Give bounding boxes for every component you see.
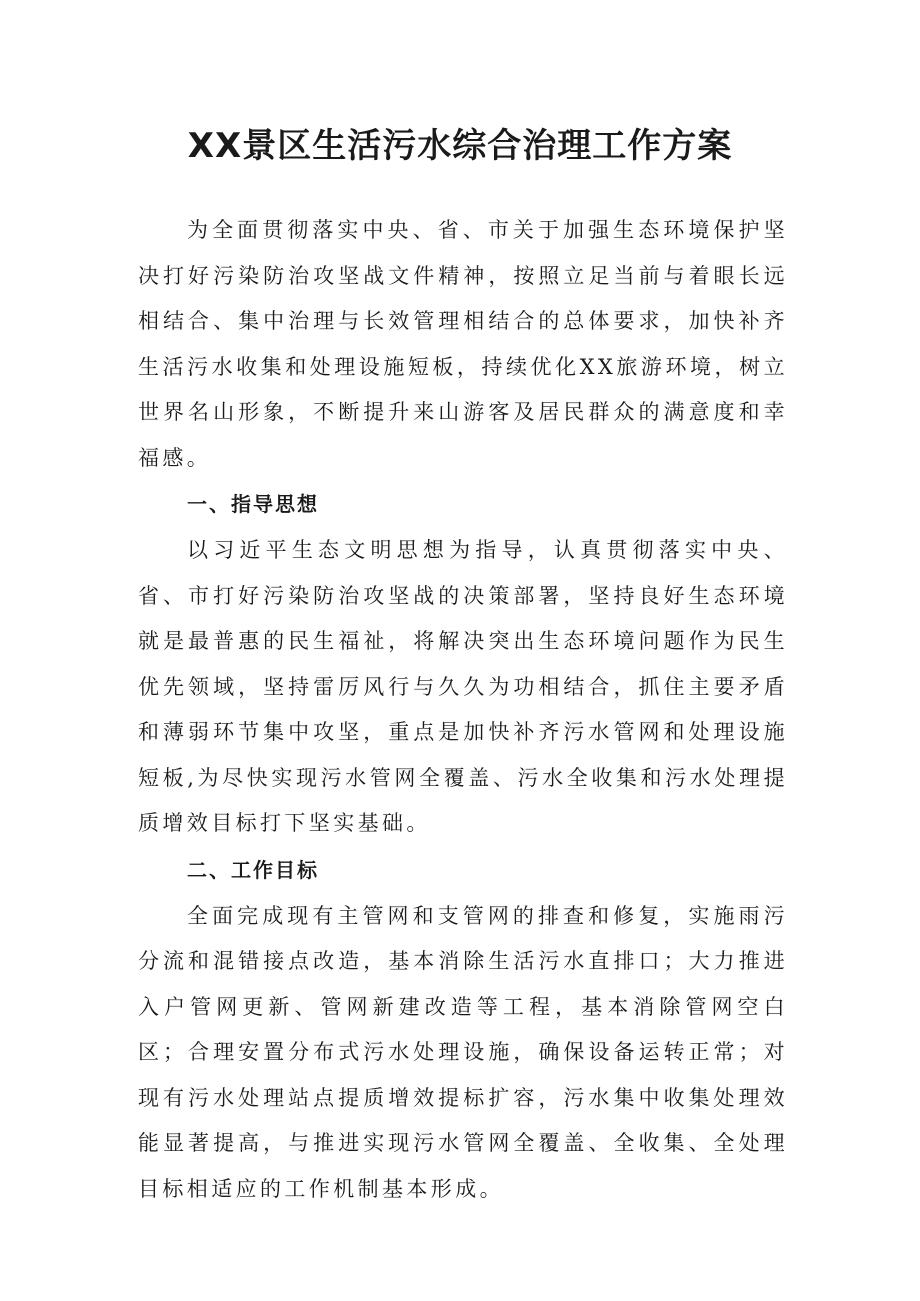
- section-paragraph-guiding-ideology: 以习近平生态文明思想为指导，认真贯彻落实中央、省、市打好污染防治攻坚战的决策部署，坚持良好生态环境就是最普惠的民生福祉，将解决突出生态环境问题作为民生优先领域，坚持雷厉风行与久久为功相结合，抓住主要矛盾和薄弱环节集中攻坚，重点是加快补齐污水管网和处理设施短板,为尽快实现污水管网全覆盖、污水全收集和污水处理提质增效目标打下坚实基础。: [138, 538, 788, 835]
- intro-paragraph: 为全面贯彻落实中央、省、市关于加强生态环境保护坚决打好污染防治攻坚战文件精神，按照立足当前与着眼长远相结合、集中治理与长效管理相结合的总体要求，加快补齐生活污水收集和处理设施短板，持续优化XX旅游环境，树立世界名山形象，不断提升来山游客及居民群众的满意度和幸福感。: [138, 218, 788, 470]
- document-body: [138, 208, 788, 1212]
- document-title: XX景区生活污水综合治理工作方案: [187, 126, 733, 166]
- section-paragraph-work-goals: 全面完成现有主管网和支管网的排查和修复，实施雨污分流和混错接点改造，基本消除生活污水直排口；大力推进入户管网更新、管网新建改造等工程，基本消除管网空白区；合理安置分布式污水处理设施，确保设备运转正常；对现有污水处理站点提质增效提标扩容，污水集中收集处理效能显著提高，与推进实现污水管网全覆盖、全收集、全处理目标相适应的工作机制基本形成。: [138, 903, 788, 1201]
- section-heading-work-goals: 二、工作目标: [187, 857, 319, 882]
- section-heading-guiding-ideology: 一、指导思想: [187, 492, 319, 516]
